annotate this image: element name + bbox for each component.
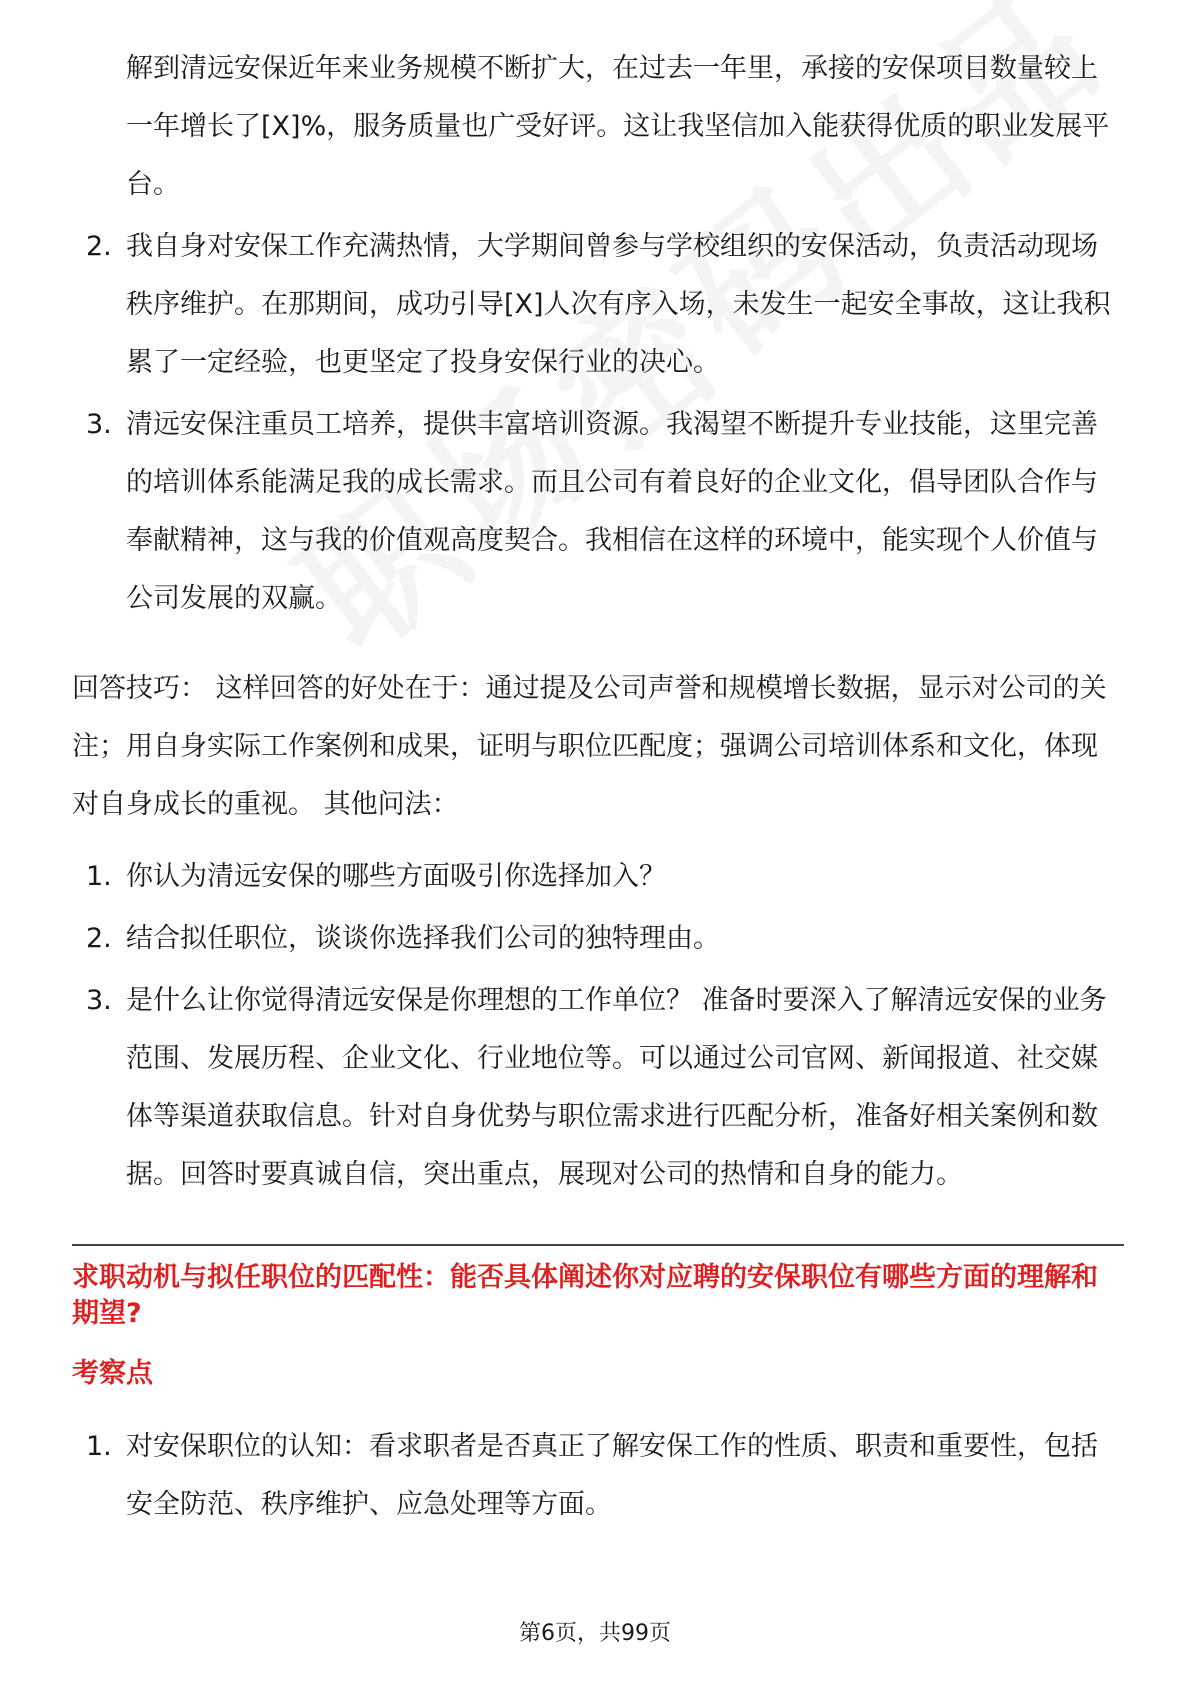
page-content — [72, 40, 1122, 1534]
page-footer: 第6页，共99页 — [519, 1621, 671, 1646]
list-item-text: 我自身对安保工作充满热情，大学期间曾参与学校组织的安保活动，负责活动现场秩序维护。在那期间，成功引导[X]人次有序入场，未发生一起安全事故，这让我积累了一定经验，也更坚定了投身安保行业的决心。 — [126, 231, 1111, 378]
reasons-list — [72, 218, 1122, 628]
list-number: 1. — [86, 861, 112, 892]
list-item-text: 结合拟任职位，谈谈你选择我们公司的独特理由。 — [126, 923, 720, 954]
question-title: 求职动机与拟任职位的匹配性：能否具体阐述你对应聘的安保职位有哪些方面的理解和期望? — [72, 1262, 1098, 1329]
list-item-text: 对安保职位的认知：看求职者是否真正了解安保工作的性质、职责和重要性，包括安全防范、秩序维护、应急处理等方面。 — [126, 1431, 1098, 1520]
list-item-text: 是什么让你觉得清远安保是你理想的工作单位？ 准备时要深入了解清远安保的业务范围、发展历程、企业文化、行业地位等。可以通过公司官网、新闻报道、社交媒体等渠道获取信息。针对自身优势与职位需求进行匹配分析，准备好相关案例和数据。回答时要真诚自信，突出重点，展现对公司的热情和自身的能力。 — [126, 985, 1107, 1190]
answer-tips: 回答技巧： 这样回答的好处在于：通过提及公司声誉和规模增长数据，显示对公司的关注；用自身实际工作案例和成果，证明与职位匹配度；强调公司培训体系和文化，体现对自身成长的重视。 其他问法： — [72, 673, 1107, 820]
list-item — [72, 396, 1122, 628]
list-item-text: 清远安保注重员工培养，提供丰富培训资源。我渴望不断提升专业技能，这里完善的培训体系能满足我的成长需求。而且公司有着良好的企业文化，倡导团队合作与奉献精神，这与我的价值观高度契合。我相信在这样的环境中，能实现个人价值与公司发展的双赢。 — [126, 409, 1098, 614]
list-item — [72, 1418, 1122, 1534]
list-number: 3. — [86, 985, 112, 1016]
list-item — [72, 848, 1122, 906]
list-item — [72, 218, 1122, 392]
section-divider — [72, 1244, 1124, 1246]
list-number: 2. — [86, 231, 112, 262]
assessment-list — [72, 1418, 1122, 1534]
list-item-continuation: 解到清远安保近年来业务规模不断扩大，在过去一年里，承接的安保项目数量较上一年增长了[X]%，服务质量也广受好评。这让我坚信加入能获得优质的职业发展平台。 — [126, 53, 1110, 200]
list-item — [72, 910, 1122, 968]
other-questions-list — [72, 848, 1122, 1204]
list-number: 2. — [86, 923, 112, 954]
list-item-text: 你认为清远安保的哪些方面吸引你选择加入？ — [126, 861, 666, 892]
list-number: 3. — [86, 409, 112, 440]
assessment-title: 考察点 — [72, 1358, 153, 1389]
list-item — [72, 972, 1122, 1204]
list-number: 1. — [86, 1431, 112, 1462]
